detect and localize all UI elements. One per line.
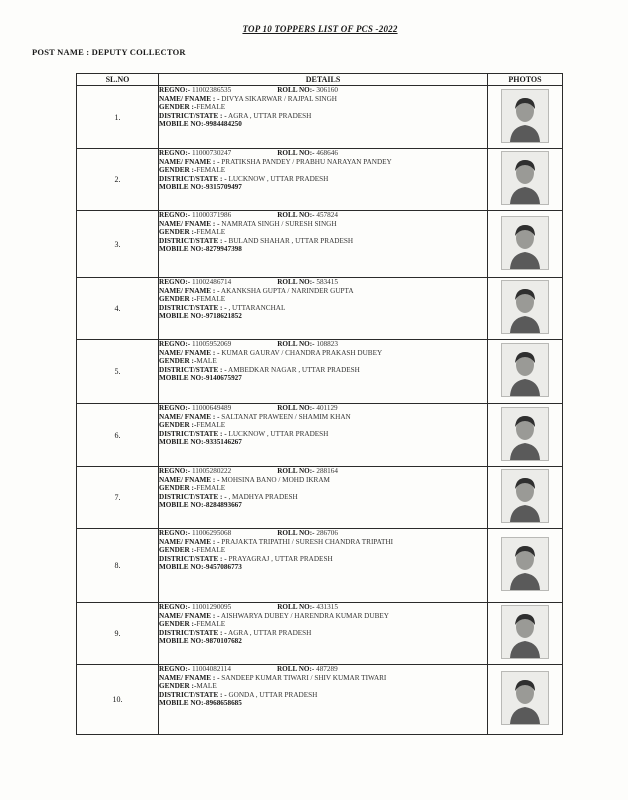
document-title: TOP 10 TOPPERS LIST OF PCS -2022 — [242, 24, 398, 34]
roll-value: 583415 — [316, 278, 338, 286]
mobile-label: MOBILE NO:- — [159, 637, 206, 646]
candidate-details — [159, 529, 488, 603]
photo-cell — [488, 86, 563, 149]
table-row — [77, 340, 563, 404]
gender-value: FEMALE — [196, 295, 226, 304]
mobile-label: MOBILE NO:- — [159, 699, 206, 708]
name-value: DIVYA SIKARWAR / RAJPAL SINGH — [221, 94, 337, 103]
mobile-value: 9457086773 — [205, 563, 242, 572]
roll-label: ROLL NO:- — [277, 86, 315, 94]
gender-value: FEMALE — [196, 103, 226, 112]
regno-label: REGNO:- — [159, 211, 191, 219]
regno-value: 11005952069 — [191, 340, 232, 348]
district-value: LUCKNOW , UTTAR PRADESH — [228, 174, 329, 183]
candidate-details — [159, 603, 488, 665]
candidate-photo — [501, 280, 549, 334]
person-silhouette-icon — [502, 606, 548, 658]
roll-value: 108823 — [316, 340, 338, 348]
regno-value: 11002386535 — [191, 86, 232, 94]
regno-label: REGNO:- — [159, 86, 191, 94]
name-line — [159, 612, 487, 621]
person-silhouette-icon — [502, 281, 548, 333]
serial-number: 8. — [77, 529, 159, 603]
serial-number: 5. — [77, 340, 159, 404]
district-value: , UTTARANCHAL — [228, 303, 286, 312]
table-row — [77, 603, 563, 665]
candidate-details — [159, 665, 488, 735]
regno-label: REGNO:- — [159, 149, 191, 157]
name-line — [159, 95, 487, 104]
gender-line — [159, 295, 487, 304]
roll-value: 487289 — [316, 665, 338, 673]
name-line — [159, 538, 459, 547]
gender-label: GENDER :- — [159, 166, 197, 175]
gender-value: FEMALE — [196, 546, 226, 555]
serial-number: 4. — [77, 278, 159, 340]
name-line — [159, 158, 459, 167]
regno-value: 11000371986 — [191, 211, 232, 219]
regno-value: 11001290095 — [191, 603, 232, 611]
gender-label: GENDER :- — [159, 421, 197, 430]
gender-line — [159, 682, 487, 691]
mobile-label: MOBILE NO:- — [159, 183, 206, 192]
regno-label: REGNO:- — [159, 665, 191, 673]
candidate-photo — [501, 89, 549, 143]
roll-label: ROLL NO:- — [277, 529, 315, 537]
district-value: AGRA , UTTAR PRADESH — [228, 628, 312, 637]
toppers-table — [76, 73, 563, 735]
roll-value: 306160 — [316, 86, 338, 94]
mobile-value: 9140675927 — [205, 374, 242, 383]
district-line — [159, 112, 487, 121]
district-value: PRAYAGRAJ , UTTAR PRADESH — [228, 554, 333, 563]
regno-value: 11004082114 — [191, 665, 231, 673]
roll-value: 401129 — [316, 404, 338, 412]
candidate-photo — [501, 469, 549, 523]
mobile-line — [159, 637, 487, 646]
district-label: DISTRICT/STATE : - — [159, 554, 227, 563]
regno-line — [159, 86, 487, 95]
candidate-photo — [501, 407, 549, 461]
candidate-photo — [501, 343, 549, 397]
regno-line — [159, 665, 487, 674]
gender-label: GENDER :- — [159, 682, 197, 691]
name-line — [159, 413, 487, 422]
mobile-value: 9984484250 — [205, 120, 242, 129]
name-label: NAME/ FNAME : - — [159, 475, 220, 484]
district-label: DISTRICT/STATE : - — [159, 111, 227, 120]
mobile-label: MOBILE NO:- — [159, 245, 206, 254]
district-line — [159, 430, 487, 439]
name-value: SALTANAT PRAWEEN / SHAMIM KHAN — [221, 412, 351, 421]
name-label: NAME/ FNAME : - — [159, 412, 220, 421]
candidate-details — [159, 149, 488, 211]
mobile-value: 8279947398 — [205, 245, 242, 254]
person-silhouette-icon — [502, 90, 548, 142]
candidate-details — [159, 86, 488, 149]
name-label: NAME/ FNAME : - — [159, 348, 220, 357]
regno-label: REGNO:- — [159, 603, 191, 611]
mobile-value: 9870107682 — [205, 637, 242, 646]
mobile-label: MOBILE NO:- — [159, 501, 206, 510]
district-line — [159, 366, 487, 375]
photo-cell — [488, 211, 563, 278]
serial-number: 6. — [77, 404, 159, 467]
district-label: DISTRICT/STATE : - — [159, 365, 227, 374]
candidate-photo — [501, 605, 549, 659]
gender-label: GENDER :- — [159, 620, 197, 629]
gender-value: MALE — [196, 357, 217, 366]
district-line — [159, 304, 487, 313]
name-label: NAME/ FNAME : - — [159, 94, 220, 103]
name-value: AISHWARYA DUBEY / HARENDRA KUMAR DUBEY — [220, 611, 389, 620]
photo-cell — [488, 529, 563, 603]
regno-line — [159, 149, 487, 158]
gender-line — [159, 546, 487, 555]
candidate-details — [159, 467, 488, 529]
district-value: LUCKNOW , UTTAR PRADESH — [228, 429, 329, 438]
gender-label: GENDER :- — [159, 546, 197, 555]
regno-line — [159, 467, 487, 476]
table-row — [77, 86, 563, 149]
regno-value: 11006295068 — [191, 529, 232, 537]
candidate-photo — [501, 216, 549, 270]
roll-label: ROLL NO:- — [276, 665, 315, 673]
regno-line — [159, 211, 487, 220]
district-label: DISTRICT/STATE : - — [159, 492, 227, 501]
name-line — [159, 287, 487, 296]
mobile-label: MOBILE NO:- — [159, 120, 206, 129]
serial-number: 10. — [77, 665, 159, 735]
mobile-line — [159, 312, 487, 321]
photo-cell — [488, 404, 563, 467]
roll-label: ROLL NO:- — [277, 278, 315, 286]
gender-line — [159, 166, 487, 175]
name-line — [159, 220, 487, 229]
person-silhouette-icon — [502, 344, 548, 396]
mobile-line — [159, 438, 487, 447]
mobile-line — [159, 120, 487, 129]
gender-value: MALE — [196, 682, 217, 691]
person-silhouette-icon — [502, 672, 548, 724]
roll-value: 468646 — [316, 149, 338, 157]
roll-value: 286706 — [316, 529, 338, 537]
gender-line — [159, 484, 487, 493]
regno-label: REGNO:- — [159, 340, 191, 348]
gender-label: GENDER :- — [159, 103, 197, 112]
photo-cell — [488, 603, 563, 665]
mobile-line — [159, 563, 487, 572]
regno-line — [159, 340, 487, 349]
table-header-row — [77, 74, 563, 86]
person-silhouette-icon — [502, 538, 548, 590]
district-line — [159, 629, 487, 638]
regno-line — [159, 603, 487, 612]
district-label: DISTRICT/STATE : - — [159, 690, 227, 699]
gender-label: GENDER :- — [159, 357, 197, 366]
serial-number: 1. — [77, 86, 159, 149]
photo-cell — [488, 149, 563, 211]
roll-value: 288164 — [316, 467, 338, 475]
table-row — [77, 467, 563, 529]
candidate-details — [159, 404, 488, 467]
candidate-details — [159, 278, 488, 340]
photo-cell — [488, 665, 563, 735]
table-row — [77, 404, 563, 467]
district-value: GONDA , UTTAR PRADESH — [228, 690, 318, 699]
district-line — [159, 691, 487, 700]
regno-label: REGNO:- — [159, 404, 191, 412]
person-silhouette-icon — [502, 152, 548, 204]
mobile-value: 9718621852 — [205, 312, 242, 321]
gender-value: FEMALE — [196, 484, 226, 493]
gender-value: FEMALE — [196, 228, 226, 237]
serial-number: 7. — [77, 467, 159, 529]
gender-line — [159, 103, 487, 112]
mobile-label: MOBILE NO:- — [159, 312, 206, 321]
gender-value: FEMALE — [196, 421, 226, 430]
candidate-photo — [501, 151, 549, 205]
header-sl-no: SL.NO — [77, 74, 159, 86]
name-value: KUMAR GAURAV / CHANDRA PRAKASH DUBEY — [221, 348, 383, 357]
name-label: NAME/ FNAME : - — [159, 537, 220, 546]
mobile-value: 9335146267 — [205, 438, 242, 447]
name-line — [159, 349, 487, 358]
gender-line — [159, 228, 487, 237]
regno-line — [159, 404, 487, 413]
roll-label: ROLL NO:- — [277, 340, 315, 348]
name-value: PRAJAKTA TRIPATHI / SURESH CHANDRA TRIPATHI — [221, 537, 394, 546]
mobile-value: 8284893667 — [205, 501, 242, 510]
serial-number: 3. — [77, 211, 159, 278]
district-value: AMBEDKAR NAGAR , UTTAR PRADESH — [228, 365, 360, 374]
mobile-line — [159, 245, 487, 254]
name-label: NAME/ FNAME : - — [159, 157, 220, 166]
candidate-photo — [501, 537, 549, 591]
gender-line — [159, 421, 487, 430]
serial-number: 9. — [77, 603, 159, 665]
mobile-label: MOBILE NO:- — [159, 563, 206, 572]
district-label: DISTRICT/STATE : - — [159, 303, 227, 312]
mobile-line — [159, 699, 487, 708]
photo-cell — [488, 340, 563, 404]
candidate-details — [159, 340, 488, 404]
candidate-details — [159, 211, 488, 278]
regno-value: 11002486714 — [191, 278, 232, 286]
district-line — [159, 175, 487, 184]
gender-label: GENDER :- — [159, 295, 197, 304]
district-line — [159, 555, 487, 564]
gender-line — [159, 620, 487, 629]
mobile-line — [159, 374, 487, 383]
table-row — [77, 149, 563, 211]
name-label: NAME/ FNAME : - — [159, 611, 220, 620]
table-row — [77, 211, 563, 278]
regno-label: REGNO:- — [159, 278, 191, 286]
regno-value: 11000730247 — [191, 149, 232, 157]
regno-line — [159, 278, 487, 287]
name-label: NAME/ FNAME : - — [159, 673, 220, 682]
roll-label: ROLL NO:- — [277, 467, 315, 475]
table-row — [77, 665, 563, 735]
mobile-line — [159, 501, 487, 510]
name-value: NAMRATA SINGH / SURESH SINGH — [221, 219, 337, 228]
district-value: AGRA , UTTAR PRADESH — [228, 111, 312, 120]
district-label: DISTRICT/STATE : - — [159, 429, 227, 438]
mobile-value: 9315709497 — [205, 183, 242, 192]
table-row — [77, 278, 563, 340]
photo-cell — [488, 278, 563, 340]
header-photos: PHOTOS — [488, 74, 563, 86]
roll-label: ROLL NO:- — [277, 211, 315, 219]
regno-line — [159, 529, 487, 538]
candidate-photo — [501, 671, 549, 725]
district-line — [159, 493, 487, 502]
roll-label: ROLL NO:- — [277, 149, 315, 157]
person-silhouette-icon — [502, 470, 548, 522]
regno-value: 11000649489 — [191, 404, 232, 412]
header-details: DETAILS — [159, 74, 488, 86]
gender-value: FEMALE — [196, 166, 226, 175]
roll-value: 457824 — [316, 211, 338, 219]
name-value: AKANKSHA GUPTA / NARINDER GUPTA — [220, 286, 354, 295]
roll-label: ROLL NO:- — [277, 603, 315, 611]
serial-number: 2. — [77, 149, 159, 211]
district-label: DISTRICT/STATE : - — [159, 628, 227, 637]
name-line — [159, 476, 487, 485]
table-row — [77, 529, 563, 603]
regno-value: 11005280222 — [191, 467, 232, 475]
mobile-label: MOBILE NO:- — [159, 438, 206, 447]
person-silhouette-icon — [502, 217, 548, 269]
name-value: PRATIKSHA PANDEY / PRABHU NARAYAN PANDEY — [221, 157, 392, 166]
mobile-label: MOBILE NO:- — [159, 374, 206, 383]
name-value: SANDEEP KUMAR TIWARI / SHIV KUMAR TIWARI — [221, 673, 387, 682]
name-label: NAME/ FNAME : - — [159, 219, 220, 228]
roll-label: ROLL NO:- — [277, 404, 315, 412]
mobile-line — [159, 183, 487, 192]
gender-label: GENDER :- — [159, 228, 197, 237]
name-label: NAME/ FNAME : - — [159, 286, 220, 295]
district-value: BULAND SHAHAR , UTTAR PRADESH — [228, 236, 354, 245]
person-silhouette-icon — [502, 408, 548, 460]
regno-label: REGNO:- — [159, 467, 191, 475]
photo-cell — [488, 467, 563, 529]
gender-label: GENDER :- — [159, 484, 197, 493]
district-label: DISTRICT/STATE : - — [159, 174, 227, 183]
district-value: , MADHYA PRADESH — [228, 492, 298, 501]
name-line — [159, 674, 459, 683]
roll-value: 431315 — [316, 603, 338, 611]
district-line — [159, 237, 487, 246]
name-value: MOHSINA BANO / MOHD IKRAM — [221, 475, 330, 484]
district-label: DISTRICT/STATE : - — [159, 236, 227, 245]
post-name: POST NAME : DEPUTY COLLECTOR — [32, 47, 186, 57]
gender-line — [159, 357, 487, 366]
regno-label: REGNO:- — [159, 529, 191, 537]
gender-value: FEMALE — [196, 620, 226, 629]
mobile-value: 8968658685 — [205, 699, 242, 708]
